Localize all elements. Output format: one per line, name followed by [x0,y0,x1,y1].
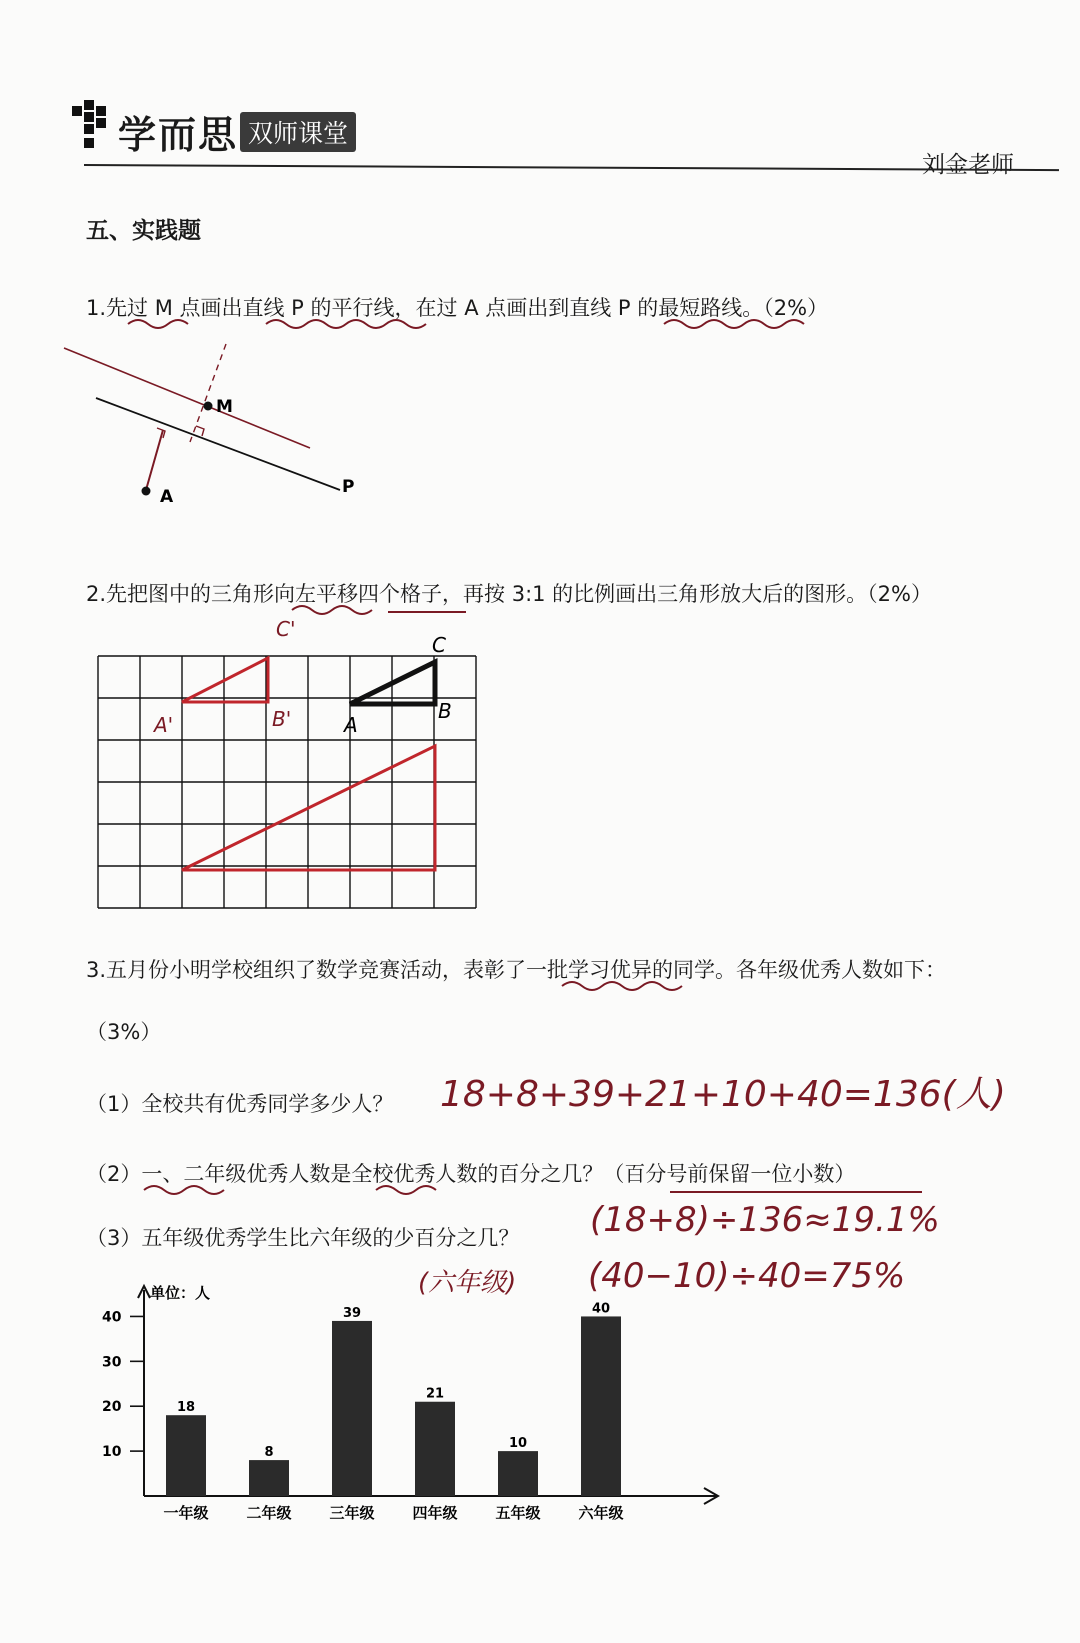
q3-underline-marks [560,976,710,996]
category-label: 六年级 [578,1504,624,1522]
teacher-name: 刘金老师 [922,152,1014,178]
logo-subtitle: 双师课堂 [240,112,356,152]
category-label: 二年级 [246,1504,292,1522]
label-c-prime: C' [276,617,296,641]
y-tick-label: 30 [102,1354,122,1371]
point-m [204,402,213,411]
sub-question-2: （2）一、二年级优秀人数是全校优秀人数的百分之几？（百分号前保留一位小数） [86,1162,856,1186]
sub-question-1: （1）全校共有优秀同学多少人？ [86,1092,394,1116]
bar [415,1402,455,1496]
logo-text: 学而思 [118,113,239,157]
category-label: 五年级 [495,1504,541,1522]
question-1: 1.先过 M 点画出直线 P 的平行线，在过 A 点画出到直线 P 的最短路线。（2%） [86,296,829,320]
figure-2-grid [90,616,490,916]
question-3-weight: （3%） [86,1020,162,1044]
bar-value-label: 18 [176,1400,196,1416]
label-a: A [344,713,358,737]
point-a [142,487,151,496]
answer-1: 18+8+39+21+10+40=136(人) [440,1074,1006,1115]
section-title: 五、实践题 [86,218,201,244]
bar-value-label: 21 [425,1386,445,1402]
bar [332,1321,372,1496]
bar-chart [90,1278,730,1538]
bar [498,1451,538,1496]
bar-value-label: 40 [591,1301,611,1317]
label-b: B [438,699,452,723]
bar [249,1460,289,1496]
bar-value-label: 39 [342,1305,362,1321]
figure-1-parallel-lines [60,330,380,520]
bar-value-label: 8 [264,1445,274,1461]
y-tick-label: 10 [102,1444,122,1461]
label-m: M [216,397,233,417]
label-c: C [432,633,446,657]
sub2-underline-marks [140,1180,940,1200]
logo-icon [70,100,118,150]
unit-label: 单位：人 [150,1284,211,1302]
label-p: P [342,477,355,497]
question-2: 2.先把图中的三角形向左平移四个格子，再按 3:1 的比例画出三角形放大后的图形。（2%） [86,582,932,606]
right-angle-mark [196,426,204,436]
category-label: 四年级 [412,1504,458,1522]
dashed-perpendicular [190,344,226,442]
header-divider [84,164,1059,171]
category-label: 三年级 [329,1504,375,1522]
bar-value-label: 10 [508,1436,528,1452]
label-b-prime: B' [272,707,292,731]
note-sixth-grade: (六年级) [418,1268,517,1298]
answer-3: (40−10)÷40=75% [588,1256,906,1296]
sub-question-3: （3）五年级优秀学生比六年级的少百分之几？ [86,1226,520,1250]
shortest-path-line [146,430,163,490]
label-a: A [160,487,174,507]
category-label: 一年级 [163,1504,209,1522]
answer-2: (18+8)÷136≈19.1% [590,1200,940,1240]
label-a-prime: A' [154,713,174,737]
y-tick-label: 20 [102,1399,122,1416]
question-3: 3.五月份小明学校组织了数学竞赛活动，表彰了一批学习优异的同学。各年级优秀人数如下： [86,958,947,982]
bar [581,1316,621,1496]
bar [166,1415,206,1496]
y-tick-label: 40 [102,1309,122,1326]
translated-triangle [182,658,268,702]
